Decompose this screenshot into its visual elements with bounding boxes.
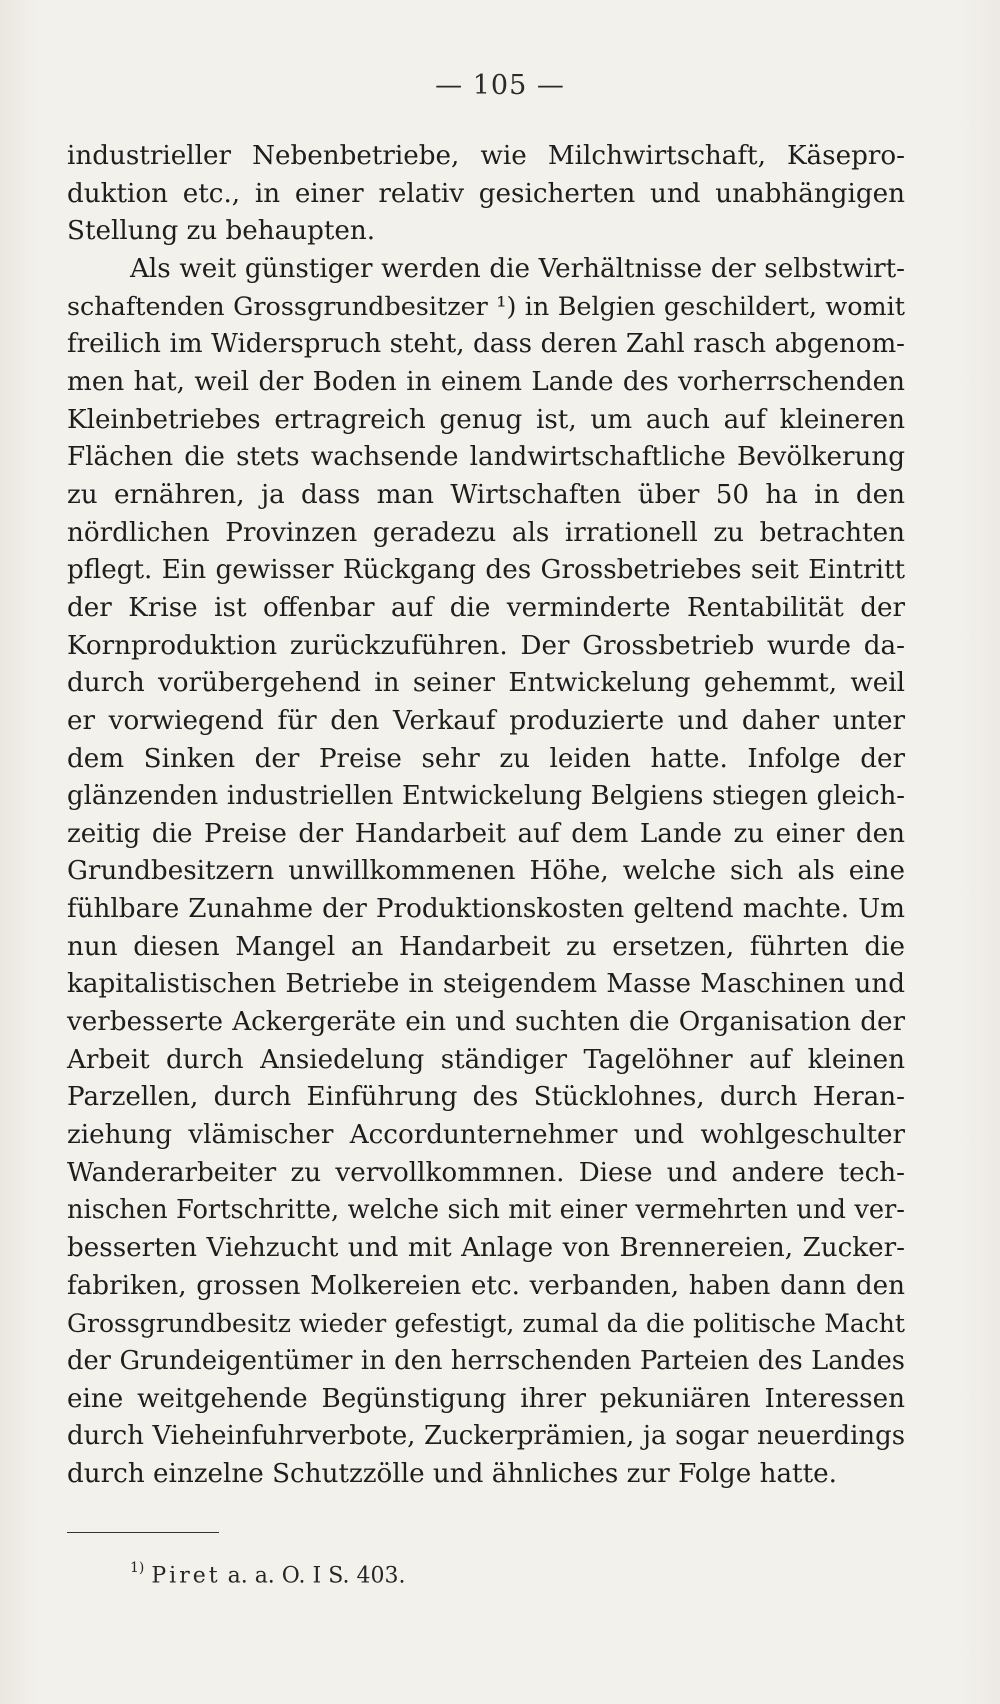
footnote [130,1556,405,1590]
text-line: der Krise ist offenbar auf die verminderte Rentabilität der [67,592,905,623]
page-number: — 105 — [435,70,565,101]
text-line: dem Sinken der Preise sehr zu leiden hatte. Infolge der [67,743,905,774]
text-line: Flächen die stets wachsende landwirtschaftliche Bevölkerung [67,442,905,473]
text-line: Arbeit durch Ansiedelung ständiger Tagelöhner auf kleinen [67,1044,905,1075]
text-line: Stellung zu behaupten. [67,216,376,247]
text-line: durch Vieheinfuhrverbote, Zuckerprämien, ja sogar neuerdings [67,1421,905,1452]
text-line: nischen Fortschritte, welche sich mit einer vermehrten und ver- [67,1195,905,1226]
text-line: glänzenden industriellen Entwickelung Belgiens stiegen gleich- [67,781,905,812]
text-line: duktion etc., in einer relativ gesicherten und unabhängigen [67,178,905,209]
text-line: der Grundeigentümer in den herrschenden Parteien des Landes [67,1346,905,1376]
text-line: Als weit günstiger werden die Verhältnisse der selbstwirt- [130,253,905,284]
text-line: men hat, weil der Boden in einem Lande des vorherrschenden [67,366,905,397]
text-line: Wanderarbeiter zu vervollkommnen. Diese und andere tech- [67,1157,905,1188]
text-line: Grundbesitzern unwillkommenen Höhe, welche sich als eine [67,856,905,887]
text-line: besserten Viehzucht und mit Anlage von Brennereien, Zucker- [67,1233,905,1264]
text-line: schaftenden Grossgrundbesitzer ¹) in Belgien geschildert, womit [67,291,905,322]
text-line: durch einzelne Schutzzölle und ähnliches zur Folge hatte. [67,1458,837,1489]
footnote-text: a. a. O. I S. 403. [220,1563,406,1589]
text-line: er vorwiegend für den Verkauf produzierte und daher unter [67,705,905,736]
text-line: eine weitgehende Begünstigung ihrer pekuniären Interessen [67,1383,905,1414]
text-line: Grossgrundbesitz wieder gefestigt, zumal da die politische Macht [67,1309,905,1339]
footnote-marker: 1) [130,1560,145,1576]
text-line: verbesserte Ackergeräte ein und suchten die Organisation der [67,1007,905,1038]
text-line: Kornproduktion zurückzuführen. Der Grossbetrieb wurde da- [67,630,905,661]
text-line: zu ernähren, ja dass man Wirtschaften über 50 ha in den [67,479,905,510]
text-line: nördlichen Provinzen geradezu als irrationell zu betrachten [67,517,905,548]
text-line: Parzellen, durch Einführung des Stücklohnes, durch Heran- [67,1082,905,1113]
text-line: pflegt. Ein gewisser Rückgang des Grossbetriebes seit Eintritt [67,555,905,586]
text-line: nun diesen Mangel an Handarbeit zu ersetzen, führten die [67,931,905,962]
body-text [67,138,905,1494]
footnote-author: Piret [151,1563,221,1589]
text-line: durch vorübergehend in seiner Entwickelung gehemmt, weil [67,668,905,699]
text-line: industrieller Nebenbetriebe, wie Milchwirtschaft, Käsepro- [67,141,905,171]
text-line: zeitig die Preise der Handarbeit auf dem Lande zu einer den [67,818,905,849]
text-line: Kleinbetriebes ertragreich genug ist, um auch auf kleineren [67,404,905,435]
text-line: freilich im Widerspruch steht, dass deren Zahl rasch abgenom- [67,329,905,360]
text-line: fabriken, grossen Molkereien etc. verbanden, haben dann den [67,1270,905,1301]
text-line: fühlbare Zunahme der Produktionskosten geltend machte. Um [67,894,905,925]
text-line: kapitalistischen Betriebe in steigendem Masse Maschinen und [67,969,905,1000]
footnote-divider [67,1532,219,1533]
text-line: ziehung vlämischer Accordunternehmer und wohlgeschulter [67,1120,905,1151]
